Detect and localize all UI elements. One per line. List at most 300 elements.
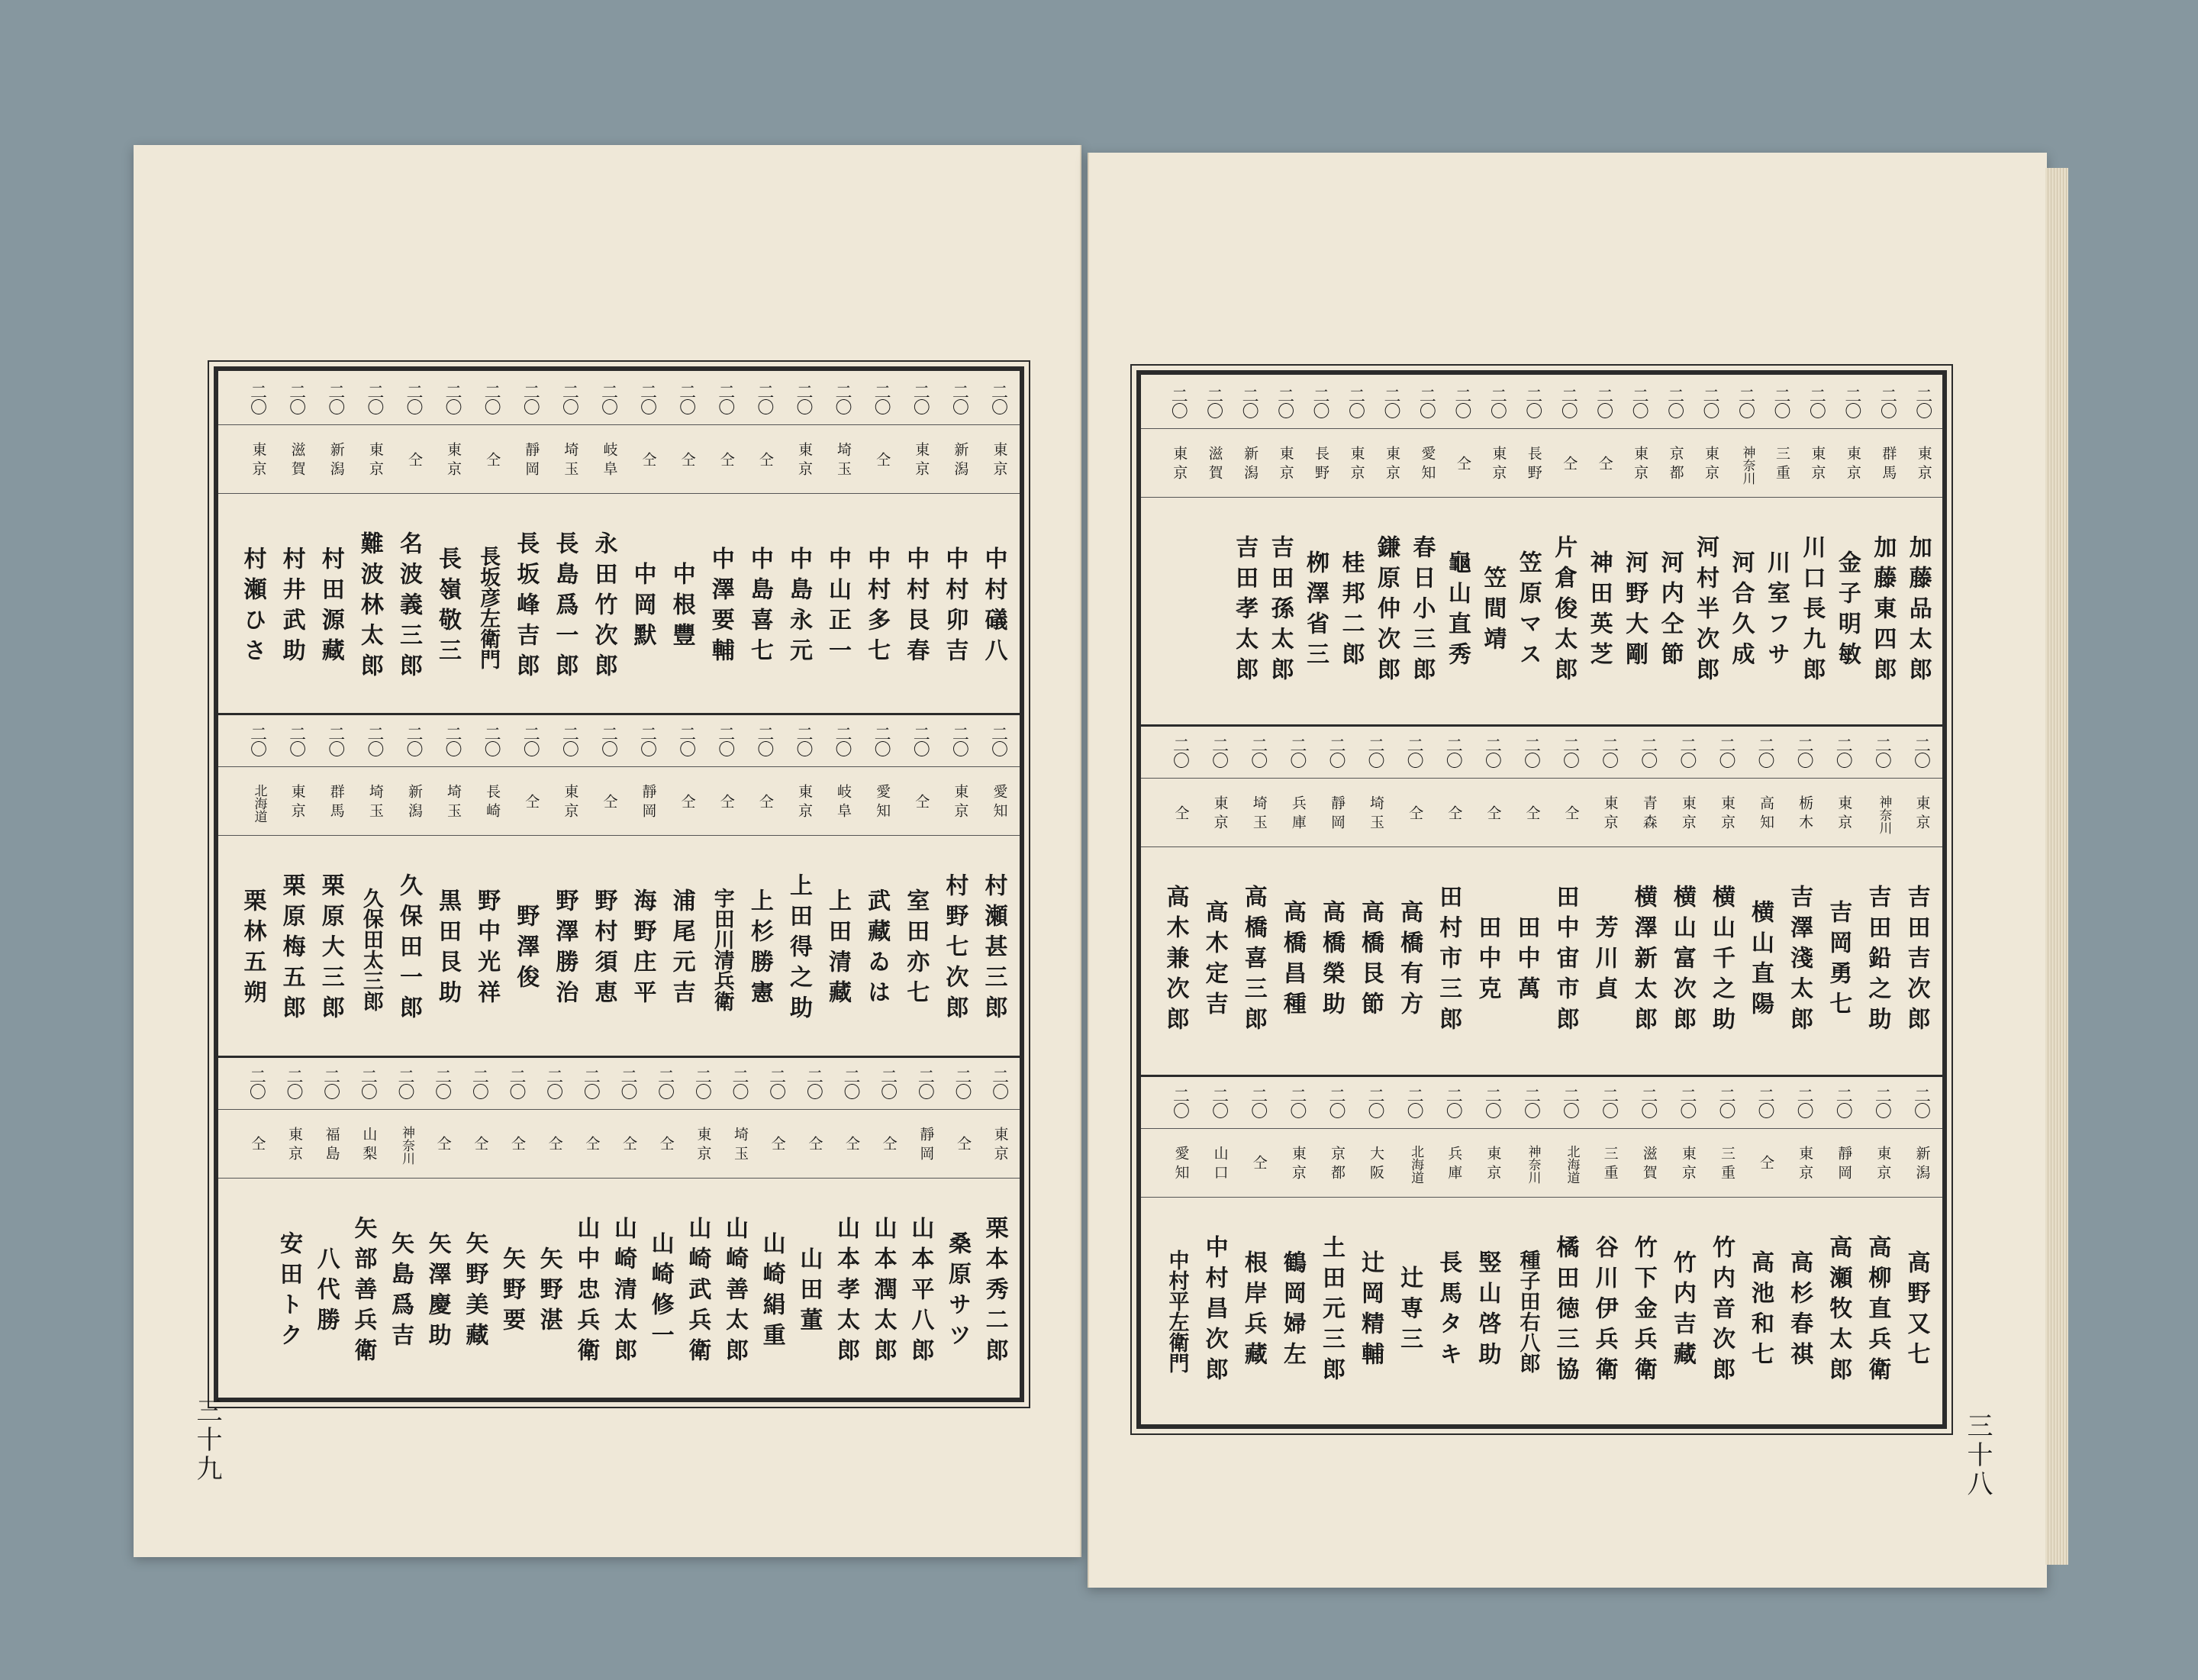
register-entry [561,1056,602,1398]
shareholder-name: 河合久成 [1727,550,1755,672]
shareholder-name: 金子明敏 [1833,550,1861,672]
share-count: 二〇 [1716,1086,1736,1117]
prefecture: 仝 [249,1136,266,1156]
register-entry [968,371,1010,713]
register-entry [1501,724,1542,1074]
share-count: 二〇 [284,1067,303,1098]
shareholder-name: 中根豐 [668,562,695,653]
prefecture: 岐阜 [835,784,852,823]
shareholder-name: 吉澤淺太郎 [1786,885,1813,1038]
prefecture: 滋賀 [1640,1145,1658,1184]
share-count: 二〇 [1346,387,1365,418]
prefecture: 東京 [1679,1145,1697,1184]
shareholder-name: 河村半次郎 [1692,535,1719,688]
share-count: 二〇 [1638,1086,1658,1117]
register-entry [1462,1075,1503,1424]
register-entry [1307,1075,1348,1424]
share-count: 二〇 [730,1067,749,1098]
prefecture: 三重 [1773,446,1790,484]
share-count: 二〇 [1523,387,1542,418]
prefecture: 三重 [1718,1145,1736,1184]
share-count: 二〇 [1872,737,1892,768]
left-page-number: 三十九 [192,1397,222,1484]
share-count: 二〇 [443,383,462,414]
prefecture: 東京 [952,784,969,823]
prefecture: 東京 [1632,446,1649,484]
share-count: 二〇 [364,725,384,756]
register-entry [895,1056,936,1398]
share-count: 二〇 [1599,1086,1619,1117]
shareholder-name: 黒田艮助 [434,888,462,1011]
register-band [1141,724,1942,1074]
register-entry [710,1056,751,1398]
share-count: 二〇 [1287,737,1307,768]
shareholder-name: 竪山啓助 [1474,1250,1501,1372]
register-entry [1503,375,1545,724]
shareholder-name [227,1193,268,1391]
prefecture: 仝 [583,1136,601,1156]
prefecture: 神奈川 [1525,1145,1541,1185]
register-entry [462,371,503,713]
shareholder-name: 片倉俊太郎 [1550,535,1578,688]
prefecture: 仝 [1596,455,1613,475]
register-entry [1462,724,1503,1074]
register-entry [891,713,932,1055]
prefecture: 仝 [678,451,696,471]
register-entry [306,371,347,713]
prefecture: 埼玉 [1250,795,1268,834]
prefecture: 長崎 [484,784,501,823]
prefecture: 神奈川 [1876,795,1892,834]
prefecture: 仝 [640,451,657,471]
register-entry [1697,1075,1738,1424]
shareholder-name: 村田源藏 [317,547,344,669]
prefecture: 福島 [323,1126,340,1165]
prefecture: 仝 [843,1136,860,1156]
shareholder-name: 武藏ゐは [863,888,891,1011]
register-entry [1619,724,1660,1074]
prefecture: 靜岡 [917,1126,935,1165]
prefecture: 東京 [1718,795,1736,834]
share-count: 二〇 [833,725,852,756]
share-count: 二〇 [676,383,696,414]
prefecture: 仝 [620,1136,637,1156]
prefecture: 埼玉 [562,442,579,480]
share-count: 二〇 [358,1067,378,1098]
share-count: 二〇 [1170,737,1190,768]
share-count: 二〇 [1209,737,1229,768]
share-count: 二〇 [325,383,345,414]
register-entry [1190,724,1231,1074]
register-entry [1291,375,1332,724]
prefecture: 東京 [445,442,462,480]
register-entry [774,713,815,1055]
shareholder-name: 笠間靖 [1479,566,1507,657]
share-count: 二〇 [1326,737,1346,768]
share-count: 二〇 [637,383,657,414]
shareholder-name: 海野庄平 [629,888,656,1011]
shareholder-name: 矢澤慶助 [424,1230,451,1353]
share-count: 二〇 [1560,1086,1580,1117]
share-count: 二〇 [1755,1086,1775,1117]
shareholder-name: 矢部善兵衛 [350,1215,377,1369]
shareholder-name: 矢島爲吉 [387,1230,414,1353]
share-count: 二〇 [1521,737,1541,768]
shareholder-name: 中島喜七 [746,547,773,669]
register-entry [1220,375,1261,724]
prefecture: 東京 [250,442,267,480]
shareholder-name: 中村昌次郎 [1201,1234,1228,1388]
shareholder-name: 村瀬甚三郎 [980,873,1007,1027]
prefecture: 仝 [657,1136,675,1156]
register-entry [1580,724,1621,1074]
prefecture: 仝 [601,793,618,813]
shareholder-name: 高木定吉 [1201,900,1228,1023]
shareholder-name: 中村艮春 [902,547,930,669]
register-entry [1307,724,1348,1074]
prefecture: 仝 [717,451,735,471]
register-entry [1774,1075,1816,1424]
share-count: 二〇 [754,725,774,756]
prefecture: 兵庫 [1445,1145,1463,1184]
register-entry [672,1056,714,1398]
prefecture: 京都 [1667,446,1684,484]
share-count: 二〇 [1911,1086,1931,1117]
share-count: 二〇 [1365,737,1385,768]
register-entry [423,371,464,713]
prefecture: 仝 [1445,805,1463,824]
shareholder-name: 山崎修一 [646,1230,674,1353]
share-count: 二〇 [833,383,852,414]
register-entry [413,1056,454,1398]
register-entry [540,371,581,713]
prefecture: 仝 [1407,805,1424,824]
left-page [134,145,1081,1557]
share-count: 二〇 [1594,387,1613,418]
register-entry [821,1056,862,1398]
share-count: 二〇 [1209,1086,1229,1117]
prefecture: 東京 [1383,446,1400,484]
prefecture: 新潟 [327,442,345,480]
share-count: 二〇 [395,1067,414,1098]
prefecture: 滋賀 [288,442,306,480]
prefecture: 東京 [288,784,306,823]
share-count: 二〇 [1716,737,1736,768]
shareholder-name: 横山富次郎 [1668,885,1696,1038]
prefecture: 埼玉 [1368,795,1385,834]
shareholder-name: 春日小三郎 [1408,535,1436,688]
shareholder-name: 種子田右八郎 [1516,1249,1540,1373]
shareholder-name [1184,512,1226,711]
register-band [1141,375,1942,724]
register-band [1141,1075,1942,1424]
share-count: 二〇 [520,725,540,756]
shareholder-name: 吉田孝太郎 [1231,535,1259,688]
shareholder-name: 笠原マス [1514,550,1542,672]
shareholder-name: 山本潤太郎 [869,1215,897,1369]
shareholder-name: 名波義三郎 [395,531,422,684]
shareholder-name: 高橋昌種 [1278,900,1306,1023]
shareholder-name: 神田英芝 [1585,550,1613,672]
shareholder-name: 長坂峰吉郎 [512,531,540,684]
prefecture: 仝 [1562,805,1580,824]
register-entry [228,713,269,1055]
shareholder-name: 上田清藏 [824,888,852,1011]
shareholder-name: 谷川伊兵衛 [1590,1234,1618,1388]
register-entry [375,1056,417,1398]
register-entry [384,371,425,713]
share-count: 二〇 [1665,387,1684,418]
register-entry [384,713,425,1055]
right-register-frame [1136,370,1947,1429]
register-entry [338,1056,379,1398]
prefecture: 靜岡 [1328,795,1346,834]
prefecture: 東京 [1171,446,1188,484]
share-count: 二〇 [1599,737,1619,768]
share-count: 二〇 [1913,387,1932,418]
prefecture: 仝 [955,1136,972,1156]
shareholder-name: 山崎絹重 [758,1230,785,1353]
prefecture: 愛知 [991,784,1008,823]
prefecture: 仝 [880,1136,898,1156]
shareholder-name: 高柳直兵衛 [1864,1234,1891,1388]
shareholder-name: 河野大剛 [1621,550,1648,672]
share-count: 二〇 [1239,387,1259,418]
shareholder-name: 加藤東四郎 [1869,535,1897,688]
shareholder-name: 上田得之助 [785,873,812,1027]
prefecture: 東京 [1835,795,1853,834]
register-entry [774,371,815,713]
shareholder-name: 橘田徳三協 [1552,1234,1579,1388]
register-entry [1610,375,1651,724]
share-count: 二〇 [247,383,267,414]
share-count: 二〇 [520,383,540,414]
shareholder-name: 難波林太郎 [356,531,383,684]
shareholder-name: 河内仝節 [1656,550,1684,672]
register-entry [1268,724,1309,1074]
shareholder-name: 山崎武兵衛 [684,1215,711,1369]
shareholder-name: 横澤新太郎 [1629,885,1657,1038]
prefecture: 山梨 [360,1126,378,1165]
register-entry [1697,724,1738,1074]
shareholder-name: 吉田鉛之助 [1864,885,1891,1038]
prefecture: 埼玉 [835,442,852,480]
prefecture: 東京 [1277,446,1294,484]
prefecture: 東京 [991,1126,1009,1165]
share-count: 二〇 [1677,737,1697,768]
share-count: 二〇 [910,383,930,414]
shareholder-name: 横山千之助 [1707,885,1735,1038]
shareholder-name: 野中光祥 [473,888,501,1011]
shareholder-name: 高池和七 [1747,1250,1774,1372]
share-count: 二〇 [878,1067,898,1098]
shareholder-name [1149,512,1190,711]
shareholder-name: 浦尾元吉 [668,888,695,1011]
prefecture: 愛知 [1419,446,1436,484]
share-count: 二〇 [432,1067,452,1098]
shareholder-name: 桂邦二郎 [1337,550,1365,672]
share-count: 二〇 [910,725,930,756]
register-entry [1346,724,1387,1074]
register-entry [930,371,971,713]
register-entry [1326,375,1368,724]
share-count: 二〇 [1365,1086,1385,1117]
register-entry [1423,1075,1465,1424]
prefecture: 東京 [795,442,813,480]
share-count: 二〇 [988,383,1008,414]
prefecture: 東京 [1844,446,1861,484]
share-count: 二〇 [676,725,696,756]
share-count: 二〇 [581,1067,601,1098]
share-count: 二〇 [1842,387,1861,418]
register-entry [891,371,932,713]
prefecture: 東京 [1490,446,1507,484]
register-entry [1433,375,1474,724]
prefecture: 愛知 [1172,1145,1190,1184]
shareholder-name: 上杉勝憲 [746,888,773,1011]
register-entry [735,371,776,713]
prefecture: 仝 [756,793,774,813]
register-entry [1151,724,1192,1074]
share-count: 二〇 [247,1067,266,1098]
register-entry [1716,375,1758,724]
register-entry [1229,1075,1270,1424]
register-entry [657,371,698,713]
register-entry [852,713,893,1055]
prefecture: 東京 [1913,795,1931,834]
share-count: 二〇 [1560,737,1580,768]
register-entry [1658,724,1699,1074]
prefecture: 仝 [1561,455,1578,475]
prefecture: 仝 [678,793,696,813]
register-entry [267,713,308,1055]
prefecture: 東京 [913,442,930,480]
share-count: 二〇 [1404,737,1424,768]
share-count: 二〇 [1248,737,1268,768]
shareholder-name: 吉田孫太郎 [1266,535,1294,688]
shareholder-name: 竹下金兵衛 [1629,1234,1657,1388]
register-entry [1423,724,1465,1074]
shareholder-name: 加藤品太郎 [1904,535,1932,688]
shareholder-name: 栁澤省三 [1302,550,1329,672]
prefecture: 東京 [1289,1145,1307,1184]
shareholder-name: 村瀬ひさ [239,547,266,669]
prefecture: 群馬 [327,784,345,823]
share-count: 二〇 [1771,387,1790,418]
prefecture: 高知 [1758,795,1775,834]
register-entry [1823,375,1864,724]
prefecture: 北海道 [1564,1145,1580,1185]
register-entry [970,1056,1011,1398]
share-count: 二〇 [872,725,891,756]
share-count: 二〇 [1877,387,1897,418]
shareholder-name: 野村須恵 [590,888,617,1011]
prefecture: 三重 [1601,1145,1619,1184]
shareholder-name: 吉田吉次郎 [1903,885,1930,1038]
share-count: 二〇 [1629,387,1649,418]
share-count: 二〇 [715,725,735,756]
prefecture: 東京 [1679,795,1697,834]
shareholder-name: 龜山直秀 [1443,550,1471,672]
share-count: 二〇 [841,1067,860,1098]
register-entry [1852,724,1893,1074]
register-entry [1858,375,1899,724]
register-entry [306,713,347,1055]
shareholder-name: 長嶺敬三 [434,547,462,669]
shareholder-name: 辻専三 [1396,1265,1423,1357]
register-entry [813,371,854,713]
register-entry [1736,724,1777,1074]
prefecture: 東京 [1809,446,1826,484]
share-count: 二〇 [247,725,267,756]
share-count: 二〇 [1521,1086,1541,1117]
shareholder-name: 山田董 [795,1246,823,1338]
shareholder-name: 竹内音次郎 [1707,1234,1735,1388]
share-count: 二〇 [321,1067,340,1098]
share-count: 二〇 [988,725,1008,756]
shareholder-name: 根岸兵藏 [1239,1250,1267,1372]
share-count: 二〇 [1275,387,1294,418]
shareholder-name: 村野七次郎 [941,873,968,1027]
share-count: 二〇 [793,725,813,756]
prefecture: 仝 [434,1136,452,1156]
share-count: 二〇 [1638,737,1658,768]
shareholder-name: 宇田川清兵衛 [710,888,734,1012]
prefecture: 仝 [1523,805,1541,824]
prefecture: 東京 [1874,1145,1892,1184]
share-count: 二〇 [1677,1086,1697,1117]
share-count: 二〇 [598,725,618,756]
share-count: 二〇 [286,725,306,756]
shareholder-name: 中島永元 [785,547,812,669]
shareholder-name: 横山直陽 [1747,900,1774,1023]
register-entry [1658,1075,1699,1424]
prefecture: 新潟 [405,784,423,823]
prefecture: 山口 [1211,1145,1229,1184]
prefecture: 北海道 [1408,1145,1424,1185]
prefecture: 岐阜 [601,442,618,480]
register-entry [1787,375,1828,724]
register-band [218,713,1020,1055]
share-count: 二〇 [1872,1086,1892,1117]
prefecture: 東京 [1703,446,1720,484]
register-entry [1813,724,1855,1074]
shareholder-name: 村井武助 [278,547,305,669]
register-entry [1184,375,1226,724]
share-count: 二〇 [1248,1086,1268,1117]
register-entry [1229,724,1270,1074]
shareholder-name: 田中克 [1474,915,1501,1008]
prefecture: 長野 [1313,446,1330,484]
shareholder-name: 田村市三郎 [1435,885,1462,1038]
register-entry [267,371,308,713]
share-count: 二〇 [637,725,657,756]
prefecture: 愛知 [874,784,891,823]
share-count: 二〇 [1443,737,1463,768]
register-entry [1255,375,1297,724]
register-entry [1541,724,1582,1074]
prefecture: 埼玉 [366,784,384,823]
share-count: 二〇 [1482,1086,1502,1117]
prefecture: 仝 [806,1136,823,1156]
register-entry [264,1056,305,1398]
share-count: 二〇 [655,1067,675,1098]
prefecture: 埼玉 [445,784,462,823]
prefecture: 京都 [1328,1145,1346,1184]
share-count: 二〇 [286,383,306,414]
prefecture: 仝 [484,451,501,471]
register-entry [1501,1075,1542,1424]
